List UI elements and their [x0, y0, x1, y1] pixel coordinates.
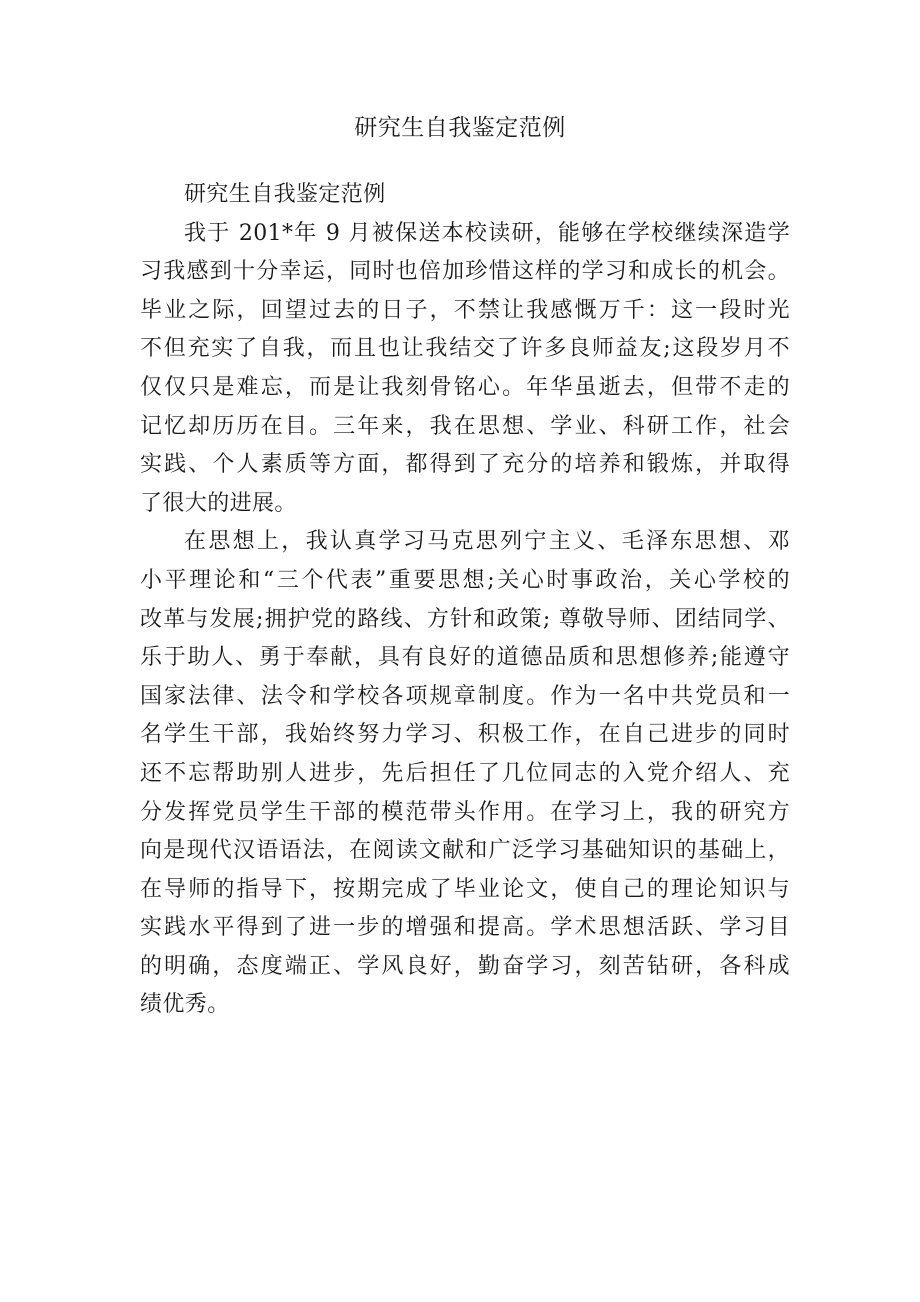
- text-line: 分发挥党员学生干部的模范带头作用。在学习上，我的研究方: [140, 799, 790, 825]
- text-line: 国家法律、法令和学校各项规章制度。作为一名中共党员和一: [140, 683, 790, 709]
- text-line: 在思想上，我认真学习马克思列宁主义、毛泽东思想、邓: [184, 529, 790, 555]
- paragraph-2: [140, 523, 790, 1025]
- text-line: 改革与发展;拥护党的路线、方针和政策; 尊敬导师、团结同学、: [140, 606, 790, 632]
- text-line: 向是现代汉语语法，在阅读文献和广泛学习基础知识的基础上，: [140, 838, 790, 864]
- text-line: 实践、个人素质等方面，都得到了充分的培养和锻炼，并取得: [140, 452, 790, 478]
- text-line: 还不忘帮助别人进步，先后担任了几位同志的入党介绍人、充: [140, 760, 790, 786]
- text-line: 不但充实了自我，而且也让我结交了许多良师益友;这段岁月不: [140, 336, 790, 362]
- text-line: 乐于助人、勇于奉献，具有良好的道德品质和思想修养;能遵守: [140, 645, 790, 671]
- text-line: 实践水平得到了进一步的增强和提高。学术思想活跃、学习目: [140, 915, 790, 941]
- document-title: 研究生自我鉴定范例: [354, 115, 566, 141]
- text-line: 绩优秀。: [140, 992, 230, 1018]
- paragraph-1: [140, 215, 790, 524]
- text-line: 小平理论和“三个代表”重要思想;关心时事政治，关心学校的: [140, 567, 790, 593]
- document-body: [140, 176, 790, 1025]
- document-subtitle: 研究生自我鉴定范例: [184, 182, 386, 207]
- text-line: 毕业之际，回望过去的日子，不禁让我感慨万千：这一段时光: [140, 297, 790, 323]
- text-line: 的明确，态度端正、学风良好，勤奋学习，刻苦钻研，各科成: [140, 953, 790, 979]
- text-line: 习我感到十分幸运，同时也倍加珍惜这样的学习和成长的机会。: [140, 259, 790, 285]
- text-line: 了很大的进展。: [140, 490, 297, 516]
- text-line: 记忆却历历在目。三年来，我在思想、学业、科研工作，社会: [140, 413, 790, 439]
- text-line: 我于 201*年 9 月被保送本校读研，能够在学校继续深造学: [184, 220, 790, 246]
- text-line: 名学生干部，我始终努力学习、积极工作，在自己进步的同时: [140, 722, 790, 748]
- text-line: 仅仅只是难忘，而是让我刻骨铭心。年华虽逝去，但带不走的: [140, 374, 790, 400]
- text-line: 在导师的指导下，按期完成了毕业论文，使自己的理论知识与: [140, 876, 790, 902]
